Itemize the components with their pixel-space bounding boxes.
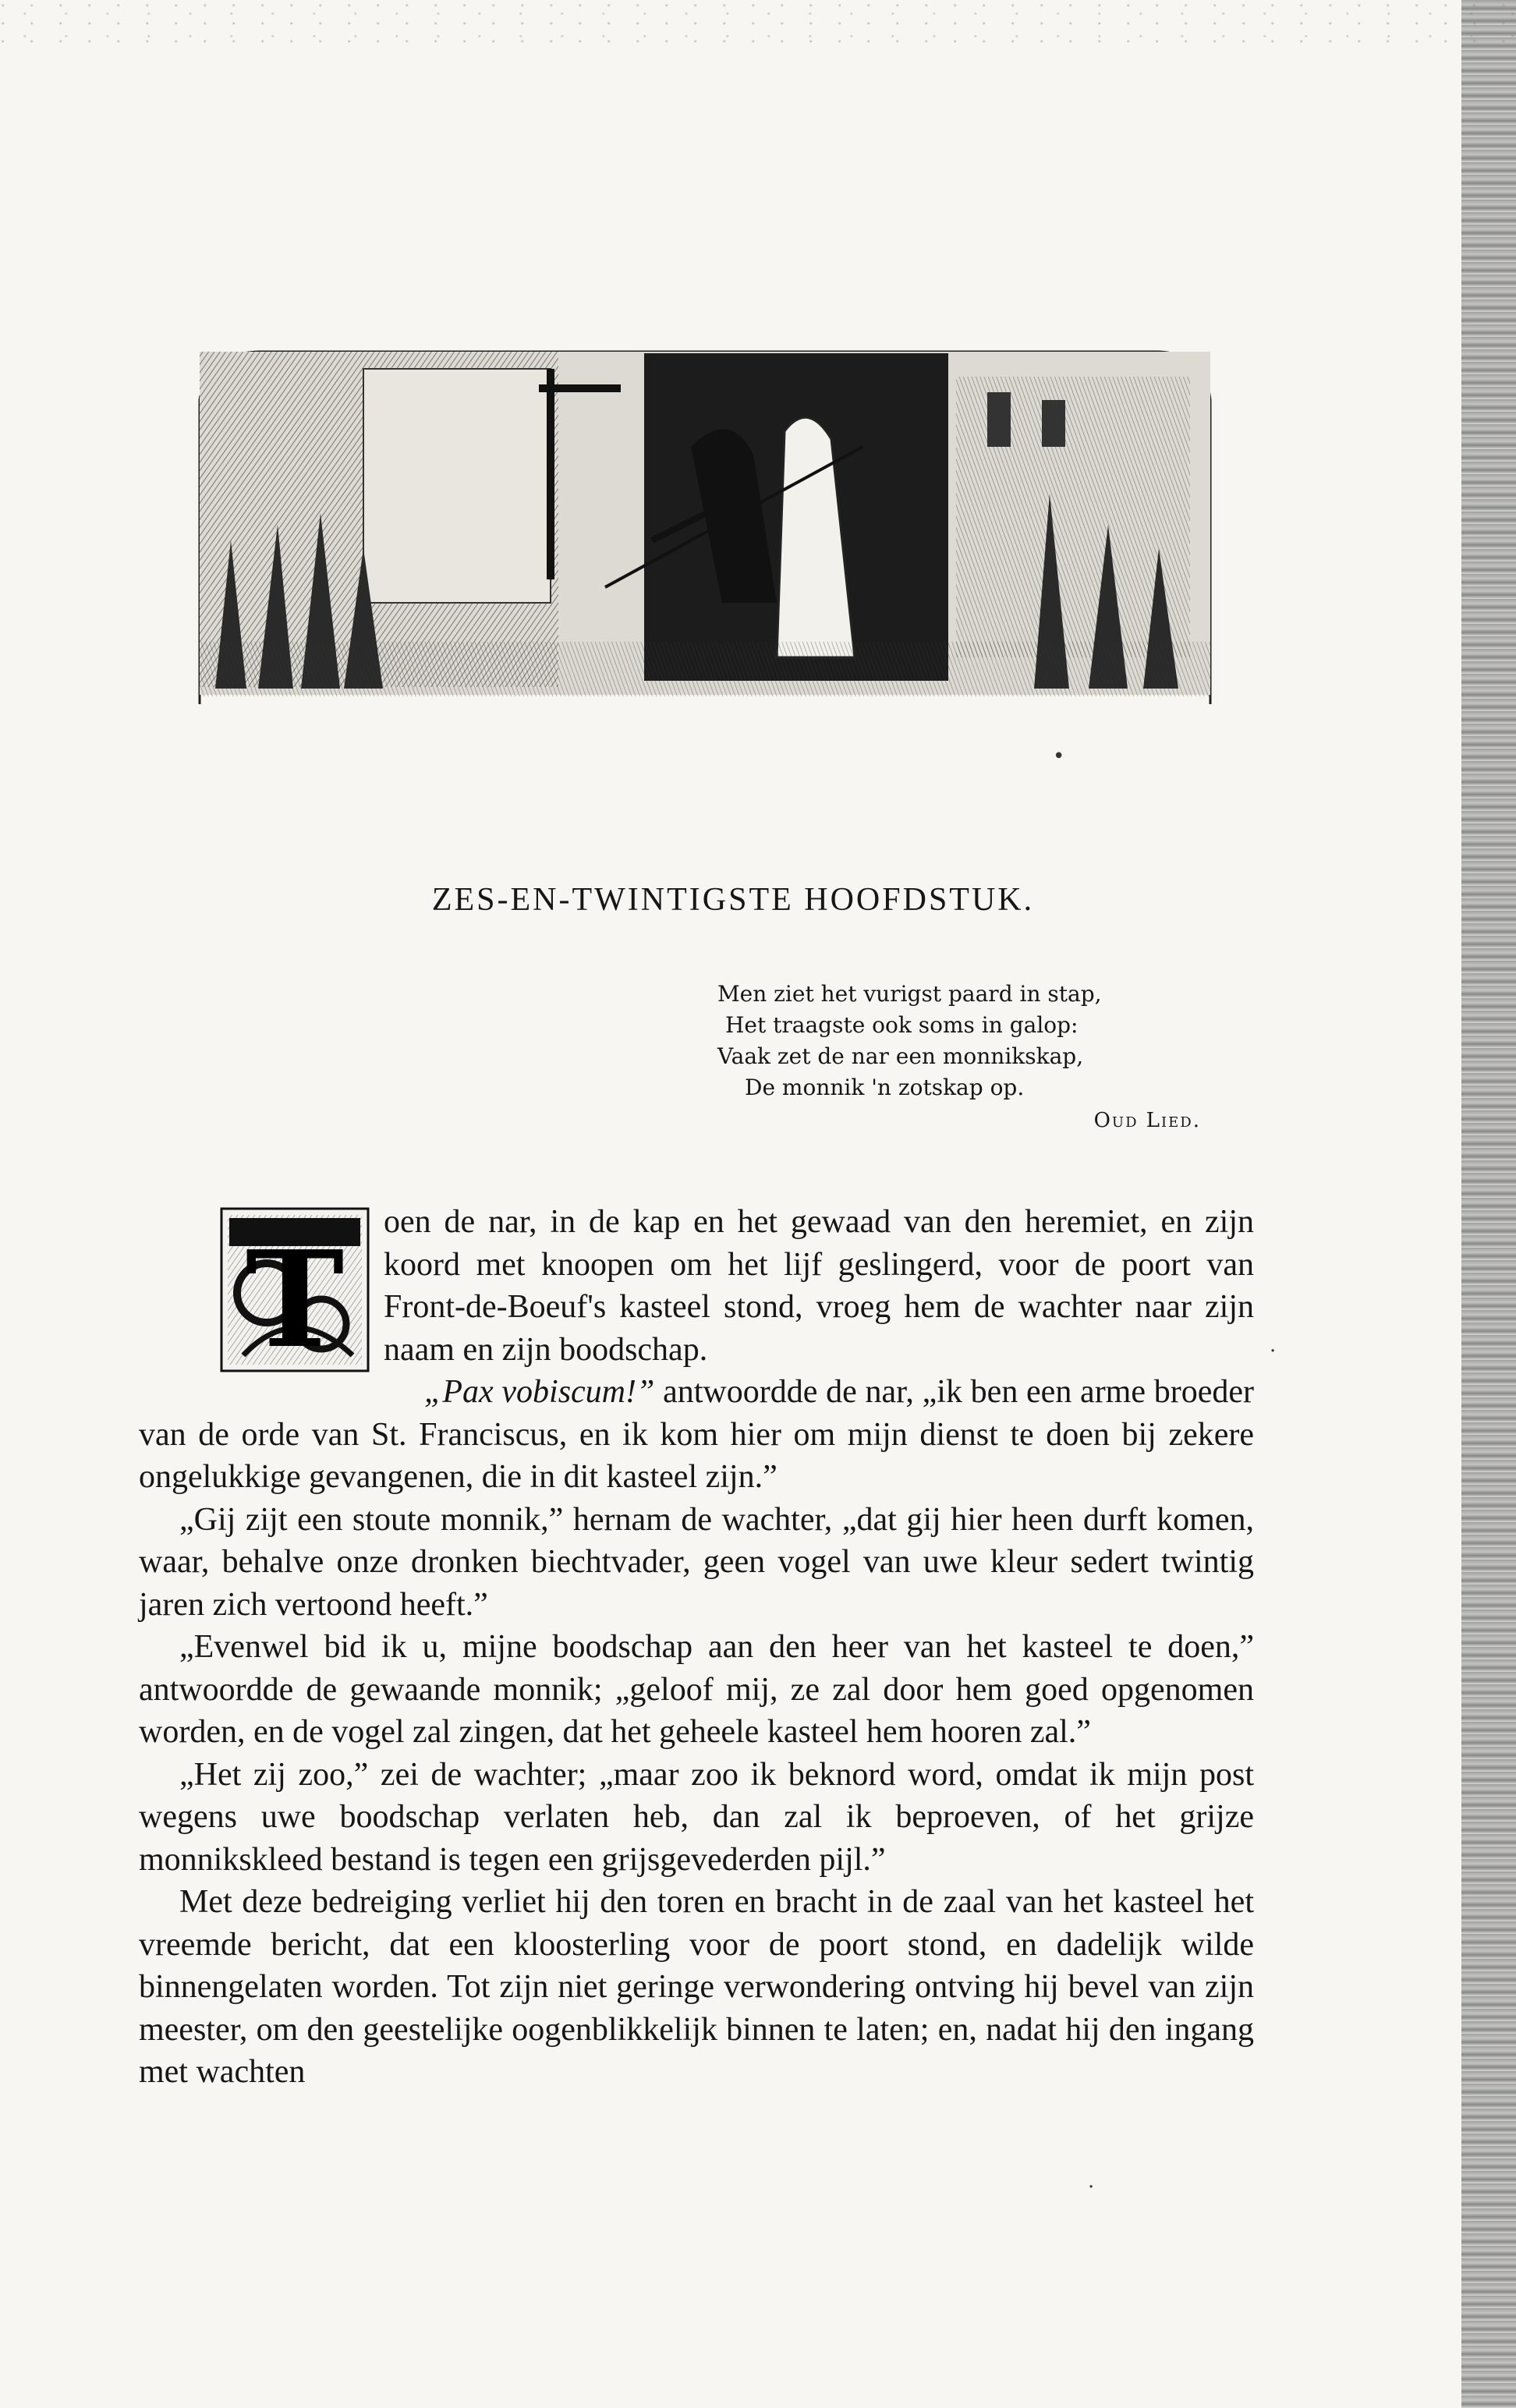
- paragraph-text: „Het zij zoo,” zei de wachter; „maar zoo ik beknord word, omdat ik mijn post wegens uwe boodschap verlaten heb, dan zal ik beproeven, of het grijze monnikskleed bestand is tegen een grijsgevederden pijl.”: [139, 1756, 1254, 1878]
- paragraph: [139, 1499, 1254, 1627]
- chapter-illustration: [184, 345, 1213, 720]
- epigraph-line: Het traagste ook soms in galop:: [725, 1012, 1079, 1038]
- epigraph-line: Men ziet het vurigst paard in stap,: [717, 981, 1102, 1007]
- paragraph-text: „Gij zijt een stoute monnik,” hernam de wachter, „dat gij hier heen durft komen, waar, behalve onze dronken biechtvader, geen vogel van uwe kleur sedert twintig jaren zich vertoond heeft.”: [139, 1501, 1254, 1623]
- epigraph-line: Vaak zet de nar een monnikskap,: [717, 1043, 1084, 1069]
- paragraph-text: antwoordde de nar, „ik ben een arme broeder van de orde van St. Franciscus, en ik kom hier om mijn dienst te doen bij zekere ongelukkige gevangenen, die in dit kasteel zijn.”: [139, 1374, 1254, 1495]
- epigraph-source: Oud Lied.: [1093, 1109, 1201, 1132]
- paragraph: [139, 1626, 1254, 1754]
- dropcap-letter: T: [245, 1222, 345, 1372]
- paragraph-text: oen de nar, in de kap en het gewaad van den heremiet, en zijn koord met knoopen om het lijf geslingerd, voor de poort van Front-de-Boeuf's kasteel stond, vroeg hem de wachter naar zijn naam en zijn boodschap.: [384, 1204, 1254, 1368]
- page-edge-shadow: [1461, 0, 1516, 2408]
- paragraph: [139, 1371, 1254, 1499]
- chapter-body: [139, 1201, 1254, 2094]
- print-speck: ·: [1088, 2176, 1095, 2199]
- ornamental-dropcap: [220, 1207, 370, 1372]
- paragraph-text: „Evenwel bid ik u, mijne boodschap aan den heer van het kasteel te doen,” antwoordde de gewaande monnik; „geloof mij, ze zal door hem goed opgenomen worden, en de vogel zal zingen, dat het geheele kasteel hem hooren zal.”: [139, 1629, 1254, 1750]
- print-speck: ·: [1270, 1340, 1277, 1363]
- chapter-title: ZES-EN-TWINTIGSTE HOOFDSTUK.: [431, 882, 1035, 918]
- print-speck: •: [1053, 745, 1065, 768]
- paragraph-text: Met deze bedreiging verliet hij den toren en bracht in de zaal van het kasteel het vreemde bericht, dat een kloosterling voor de poort stond, en dadelijk wilde binnengelaten worden. Tot zijn niet geringe verwondering ontving hij bevel van zijn meester, om den geestelijke oogenblikkelijk binnen te laten; en, nadat hij den ingang met wachten: [139, 1884, 1254, 2090]
- paragraph: [139, 1881, 1254, 2094]
- paragraph-italic: „Pax vobiscum!”: [424, 1374, 655, 1410]
- paragraph: [139, 1754, 1254, 1882]
- page-speckle: [0, 0, 1516, 47]
- epigraph-line: De monnik 'n zotskap op.: [745, 1075, 1025, 1100]
- epigraph: [717, 979, 1201, 1136]
